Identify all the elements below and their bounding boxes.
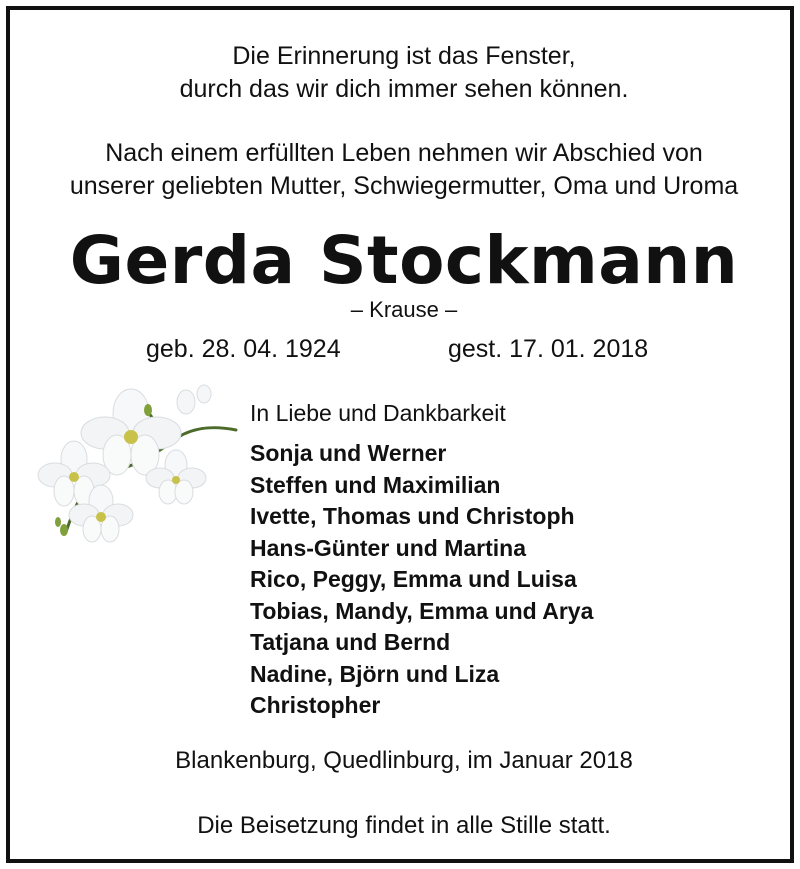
deceased-name: Gerda Stockmann <box>69 222 739 299</box>
list-item: Nadine, Björn und Liza <box>250 660 500 687</box>
mourners-list <box>250 438 593 722</box>
list-item: Ivette, Thomas und Christoph <box>250 503 575 529</box>
death-date: gest. 17. 01. 2018 <box>448 335 649 363</box>
white-orchid-icon <box>36 372 246 552</box>
burial-note: Die Beisetzung findet in alle Stille statt. <box>197 812 611 839</box>
list-item: Sonja und Werner <box>250 440 447 466</box>
intro-line-2: unserer geliebten Mutter, Schwiegermutter, Oma und Uroma <box>69 172 739 200</box>
list-item: Tobias, Mandy, Emma und Arya <box>250 597 594 624</box>
intro-line-1: Nach einem erfüllten Leben nehmen wir Abschied von <box>105 139 703 167</box>
intro-text <box>10 137 798 203</box>
list-item: Hans-Günter und Martina <box>250 534 527 561</box>
list-item: Steffen und Maximilian <box>250 471 501 498</box>
verse <box>10 40 798 106</box>
list-item: Rico, Peggy, Emma und Luisa <box>250 566 577 592</box>
place-date: Blankenburg, Quedlinburg, im Januar 2018 <box>175 747 633 774</box>
birth-date: geb. 28. 04. 1924 <box>146 335 341 363</box>
mourners-heading: In Liebe und Dankbarkeit <box>250 400 506 426</box>
obituary-frame <box>6 6 794 863</box>
list-item: Christopher <box>250 692 381 718</box>
verse-line-1: Die Erinnerung ist das Fenster, <box>232 42 576 70</box>
birth-name: – Krause – <box>350 297 458 322</box>
verse-line-2: durch das wir dich immer sehen können. <box>179 75 629 103</box>
list-item: Tatjana und Bernd <box>250 629 451 655</box>
